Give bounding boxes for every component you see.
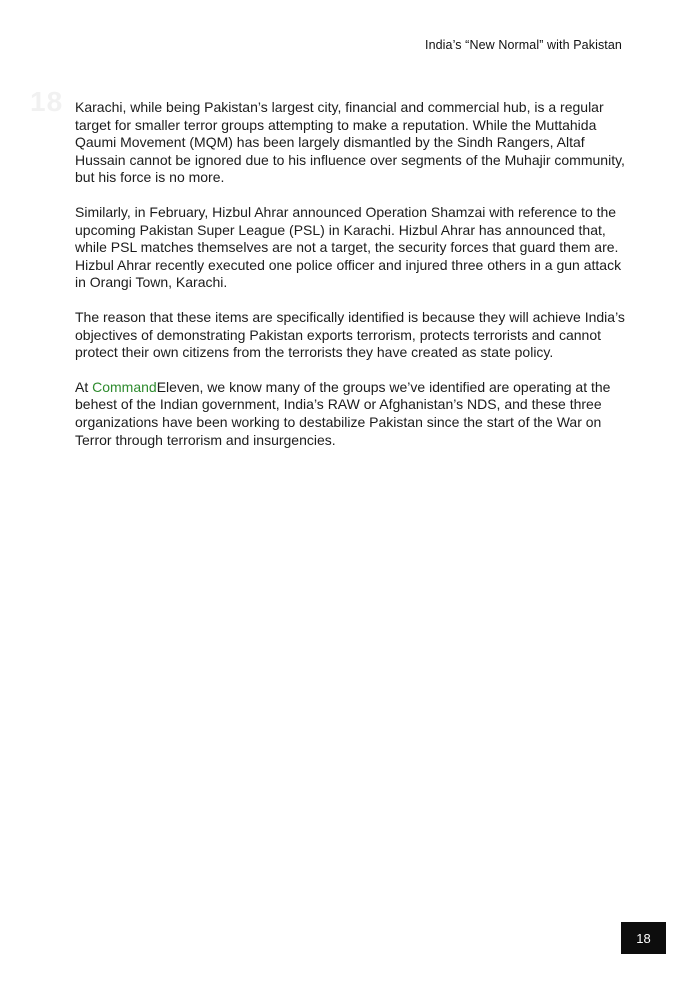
paragraph-hizbul-ahrar: Similarly, in February, Hizbul Ahrar announced Operation Shamzai with reference to the upcoming Pakistan Super League (PSL) in Karachi. Hizbul Ahrar has announced that, while PSL matches themselves are not a target, the security forces that guard them are. Hizbul Ahrar recently executed one police officer and injured three others in a gun attack in Orangi Town, Karachi. [75,203,622,291]
brand-name-command: Command [92,378,157,395]
page-number-watermark: 18 [30,86,64,117]
paragraph-body: , we know many of the groups we’ve identified are operating at the behest of the Indian government, India’s RAW or Afghanistan’s NDS, and these three organizations have been working to destabilize Pakistan since the start of the War on Terror through terrorism and insurgencies. [75,378,611,448]
paragraph-karachi: Karachi, while being Pakistan’s largest city, financial and commercial hub, is a regular target for smaller terror groups attempting to make a reputation. While the Muttahida Qaumi Movement (MQM) has been largely dismantled by the Sindh Rangers, Altaf Hussain cannot be ignored due to his influence over segments of the Muhajir community, but his force is no more. [75,99,625,186]
paragraph-prefix: At [75,378,93,395]
page-number: 18 [636,930,651,946]
running-header-title: India’s “New Normal” with Pakistan [425,38,622,52]
article-body [75,99,635,466]
paragraph-commandeleven [75,379,635,449]
brand-name-eleven: Eleven [156,378,200,395]
paragraph-reason: The reason that these items are specifically identified is because they will achieve India’s objectives of demonstrating Pakistan exports terrorism, protects terrorists and cannot protect their own citizens from the terrorists they have created as state policy. [75,308,625,361]
page-number-badge [621,922,666,954]
